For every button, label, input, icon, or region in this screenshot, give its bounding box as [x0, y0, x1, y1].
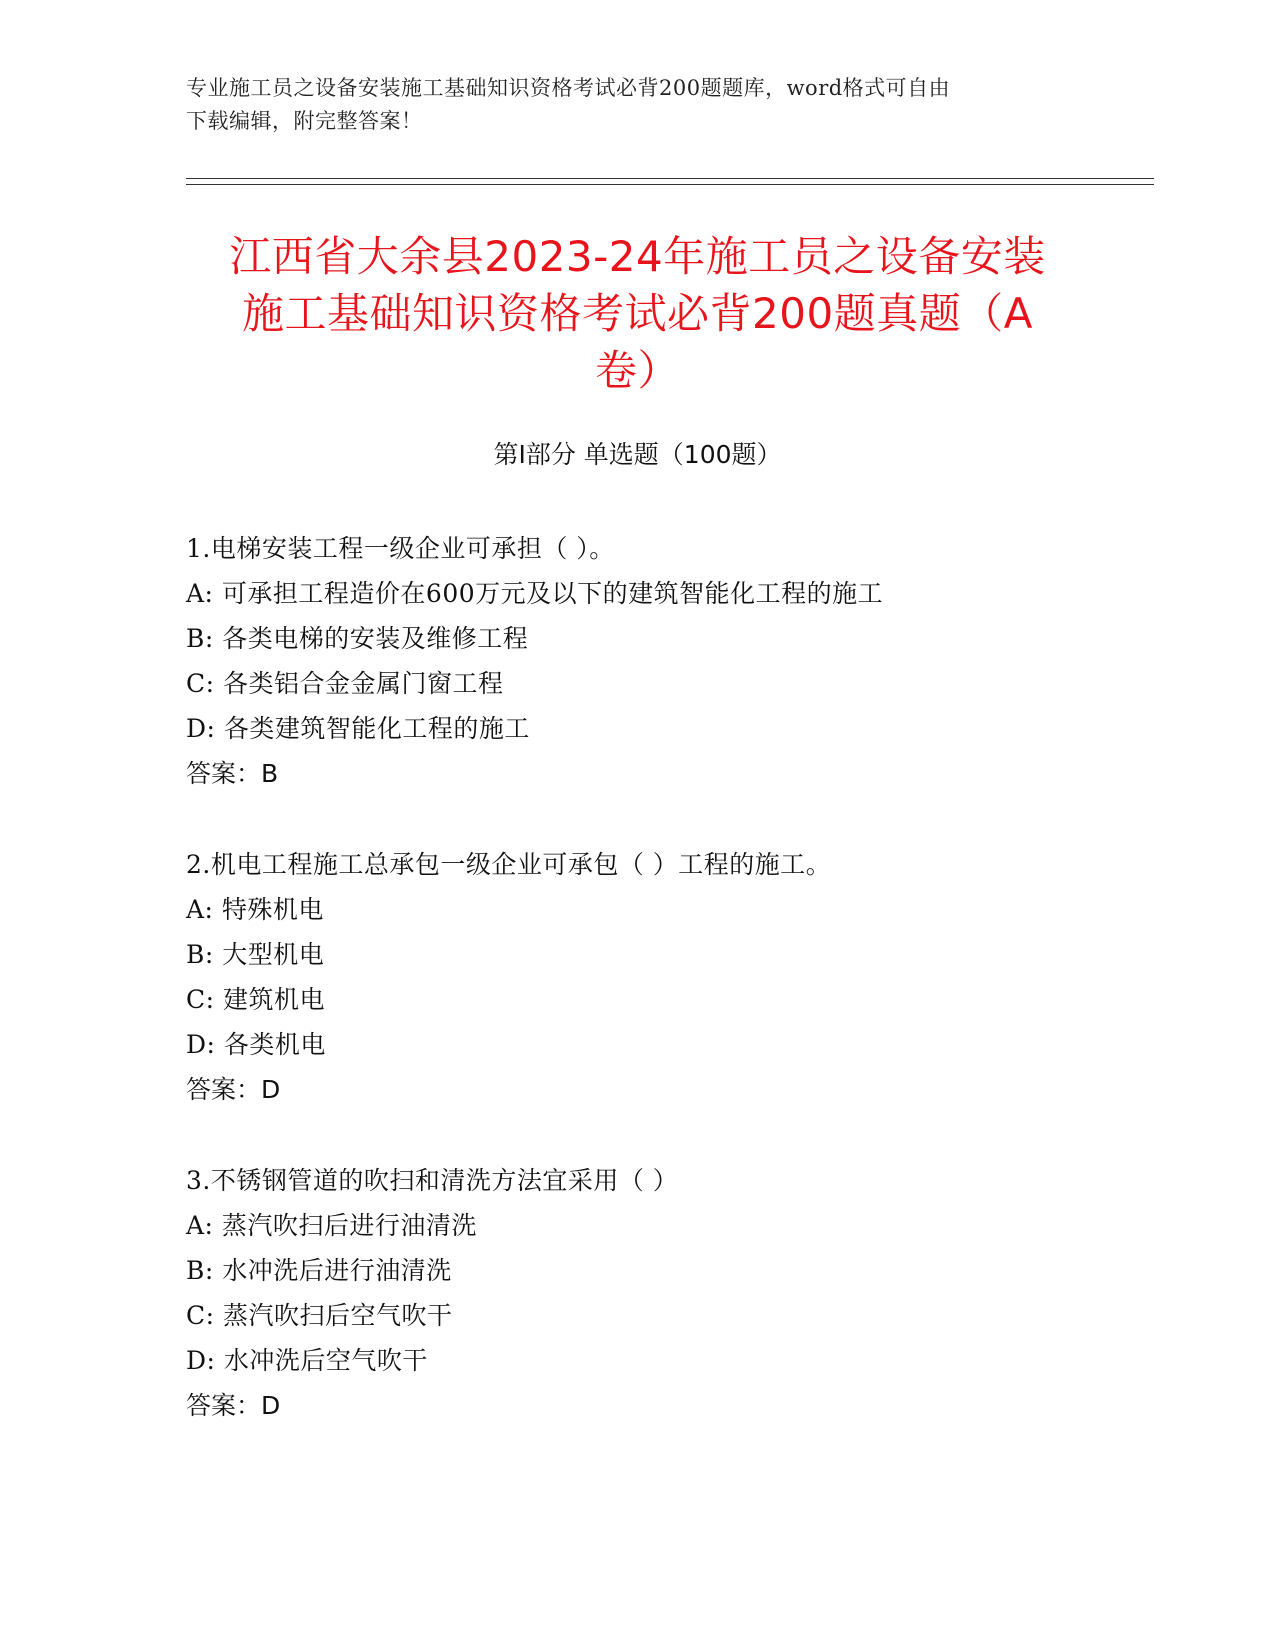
header-note-line-2: 下载编辑，附完整答案！ [186, 109, 423, 133]
answer: 答案：B [186, 759, 279, 788]
header-divider-bottom [186, 184, 1154, 185]
document-title-line-2: 施工基础知识资格考试必背200题真题（A [242, 289, 1033, 338]
question-stem: 2.机电工程施工总承包一级企业可承包（ ）工程的施工。 [186, 850, 832, 879]
option-a: A: 特殊机电 [186, 895, 324, 924]
option-b: B: 水冲洗后进行油清洗 [186, 1256, 452, 1285]
header-note-line-1: 专业施工员之设备安装施工基础知识资格考试必背200题题库，word格式可自由 [186, 76, 951, 100]
option-c: C: 建筑机电 [186, 985, 325, 1014]
answer: 答案：D [186, 1391, 281, 1420]
option-c: C: 各类铝合金金属门窗工程 [186, 669, 504, 698]
option-d: D: 各类建筑智能化工程的施工 [186, 714, 530, 743]
option-d: D: 水冲洗后空气吹干 [186, 1346, 428, 1375]
section-title: 第I部分 单选题（100题） [493, 440, 782, 469]
document-title-line-1: 江西省大余县2023-24年施工员之设备安装 [229, 232, 1046, 281]
question-stem: 3.不锈钢管道的吹扫和清洗方法宜采用（ ） [186, 1166, 679, 1195]
option-c: C: 蒸汽吹扫后空气吹干 [186, 1301, 453, 1330]
option-b: B: 各类电梯的安装及维修工程 [186, 624, 529, 653]
document-title [120, 228, 1155, 399]
question-list [186, 526, 1166, 1474]
header-note [186, 72, 1086, 138]
question-3 [186, 1158, 1166, 1428]
document-title-line-3: 卷） [594, 346, 680, 395]
question-2 [186, 842, 1166, 1112]
option-a: A: 蒸汽吹扫后进行油清洗 [186, 1211, 477, 1240]
question-1 [186, 526, 1166, 796]
answer: 答案：D [186, 1075, 281, 1104]
option-d: D: 各类机电 [186, 1030, 326, 1059]
question-stem: 1.电梯安装工程一级企业可承担（ ）。 [186, 534, 615, 563]
option-b: B: 大型机电 [186, 940, 325, 969]
option-a: A: 可承担工程造价在600万元及以下的建筑智能化工程的施工 [186, 579, 884, 608]
header-divider-top [186, 178, 1154, 179]
